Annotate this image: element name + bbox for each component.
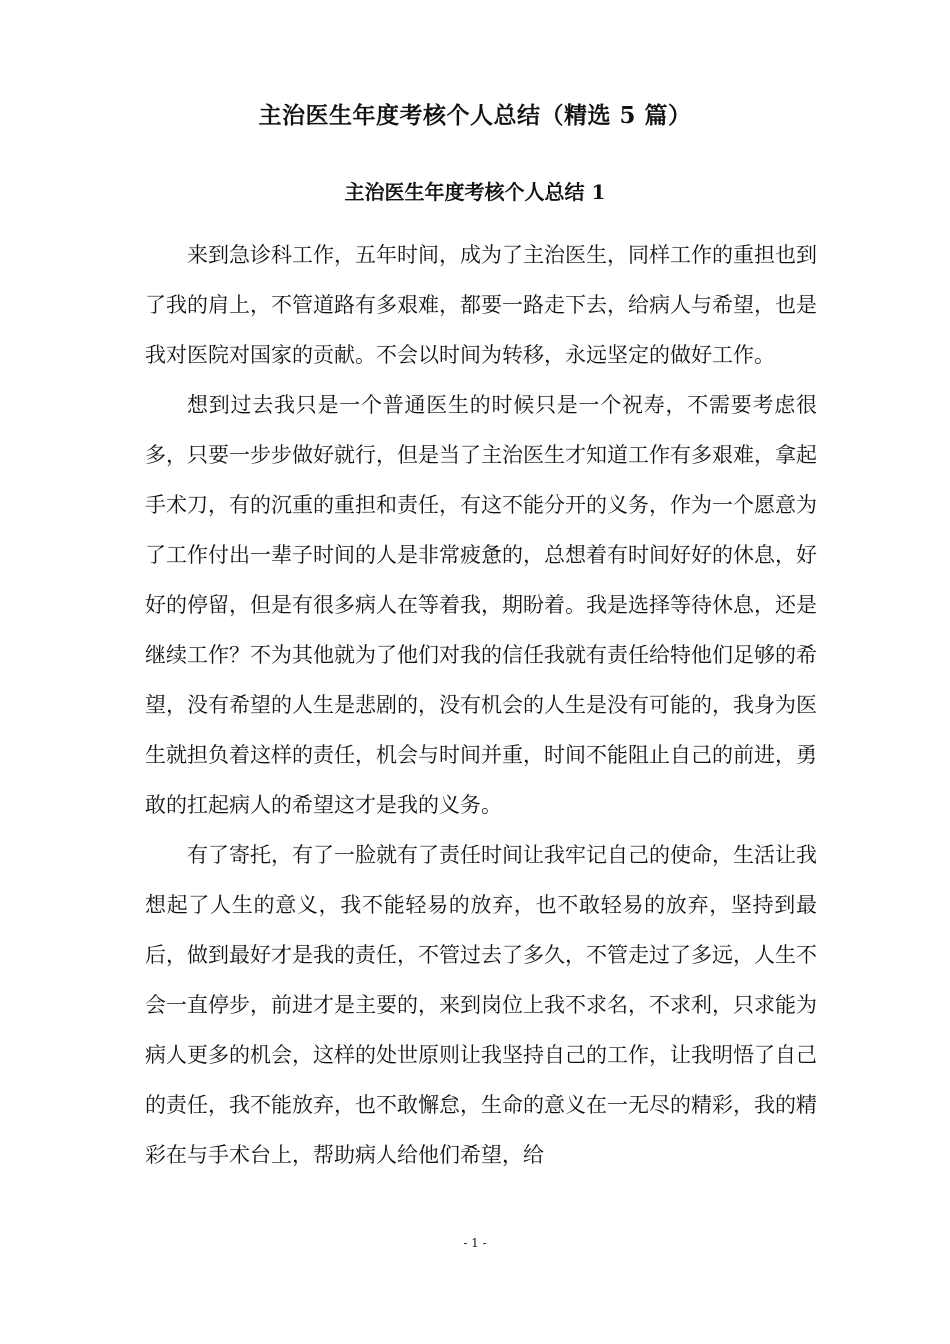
section-heading: 主治医生年度考核个人总结 1 [344, 180, 606, 204]
page-number: - 1 - [463, 1236, 487, 1250]
paragraph-2: 想到过去我只是一个普通医生的时候只是一个祝寿，不需要考虑很多，只要一步步做好就行，但是当了主治医生才知道工作有多艰难，拿起手术刀，有的沉重的重担和责任，有这不能分开的义务，作为一个愿意为了工作付出一辈子时间的人是非常疲惫的，总想着有时间好好的休息，好好的停留，但是有很多病人在等着我，期盼着。我是选择等待休息，还是继续工作？不为其他就为了他们对我的信任我就有责任给特他们足够的希望，没有希望的人生是悲剧的，没有机会的人生是没有可能的，我身为医生就担负着这样的责任，机会与时间并重，时间不能阻止自己的前进，勇敢的扛起病人的希望这才是我的义务。 [145, 393, 817, 817]
paragraph-1: 来到急诊科工作，五年时间，成为了主治医生，同样工作的重担也到了我的肩上，不管道路有多艰难，都要一路走下去，给病人与希望，也是我对医院对国家的贡献。不会以时间为转移，永远坚定的做好工作。 [145, 243, 817, 367]
paragraph-3: 有了寄托，有了一脸就有了责任时间让我牢记自己的使命，生活让我想起了人生的意义，我不能轻易的放弃，也不敢轻易的放弃，坚持到最后，做到最好才是我的责任，不管过去了多久，不管走过了多远，人生不会一直停步，前进才是主要的，来到岗位上我不求名，不求利，只求能为病人更多的机会，这样的处世原则让我坚持自己的工作，让我明悟了自己的责任，我不能放弃，也不敢懈怠，生命的意义在一无尽的精彩，我的精彩在与手术台上，帮助病人给他们希望，给 [145, 843, 817, 1167]
document-title: 主治医生年度考核个人总结（精选 5 篇） [258, 102, 692, 129]
document-body [145, 230, 817, 1180]
